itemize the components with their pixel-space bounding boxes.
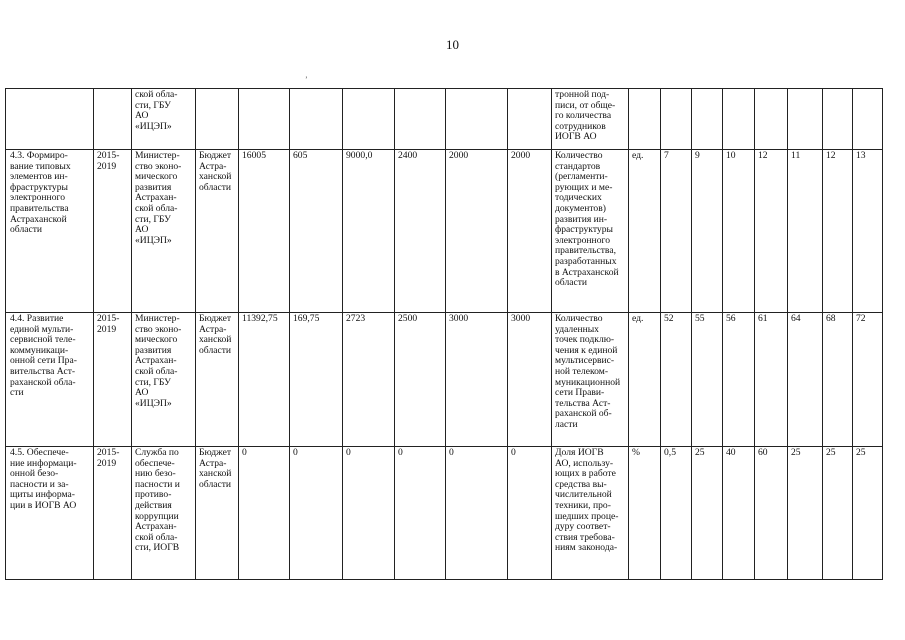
funding-amount-cell: 2500: [395, 313, 446, 447]
indicator-cell: Доля ИОГВ АО, использу- ющих в работе средства вы- числительной техники, про- шедших проце- дуру соответ- ствия требова- ниям законода-: [552, 447, 629, 580]
indicator-value-cell: 25: [853, 447, 883, 580]
funding-amount-cell: 0: [290, 447, 343, 580]
scan-speck: ʼ: [305, 75, 308, 84]
indicator-value-cell: 68: [823, 313, 853, 447]
funding-amount-cell: 0: [508, 447, 552, 580]
indicator-value-cell: 12: [823, 150, 853, 313]
executor-cell: Служба по обеспече- нию безо- пасности и противо- действия коррупции Астрахан- ской обла- сти, ИОГВ: [132, 447, 196, 580]
indicator-cell: тронной под- писи, от обще- го количества сотрудников ИОГВ АО: [552, 89, 629, 150]
indicator-value-cell: [823, 89, 853, 150]
funding-amount-cell: 3000: [446, 313, 508, 447]
unit-cell: ед.: [629, 150, 661, 313]
indicator-value-cell: [853, 89, 883, 150]
funding-amount-cell: [290, 89, 343, 150]
funding-amount-cell: [508, 89, 552, 150]
funding-amount-cell: [446, 89, 508, 150]
funding-source-cell: Бюджет Астра- ханской области: [196, 313, 239, 447]
indicator-value-cell: 10: [723, 150, 755, 313]
funding-amount-cell: 3000: [508, 313, 552, 447]
indicator-value-cell: [788, 89, 823, 150]
funding-amount-cell: 16005: [239, 150, 290, 313]
indicator-value-cell: 72: [853, 313, 883, 447]
indicator-value-cell: [723, 89, 755, 150]
funding-amount-cell: 11392,75: [239, 313, 290, 447]
indicator-value-cell: 7: [661, 150, 692, 313]
program-table: [5, 88, 883, 580]
period-cell: 2015- 2019: [94, 313, 132, 447]
indicator-value-cell: 64: [788, 313, 823, 447]
funding-amount-cell: 2000: [446, 150, 508, 313]
table-row: [6, 447, 883, 580]
period-cell: 2015- 2019: [94, 447, 132, 580]
funding-amount-cell: 605: [290, 150, 343, 313]
funding-source-cell: Бюджет Астра- ханской области: [196, 447, 239, 580]
funding-amount-cell: 2723: [343, 313, 395, 447]
period-cell: [94, 89, 132, 150]
indicator-value-cell: 40: [723, 447, 755, 580]
period-cell: 2015- 2019: [94, 150, 132, 313]
unit-cell: [629, 89, 661, 150]
measure-name-cell: [6, 89, 94, 150]
funding-amount-cell: 9000,0: [343, 150, 395, 313]
funding-amount-cell: 2000: [508, 150, 552, 313]
funding-amount-cell: [343, 89, 395, 150]
funding-amount-cell: 169,75: [290, 313, 343, 447]
indicator-value-cell: 11: [788, 150, 823, 313]
indicator-value-cell: [755, 89, 788, 150]
measure-name-cell: 4.4. Развитие единой мульти- сервисной теле- коммуникаци- онной сети Пра- вительства Аст- раханской обла- сти: [6, 313, 94, 447]
indicator-value-cell: 25: [692, 447, 723, 580]
funding-amount-cell: 0: [343, 447, 395, 580]
measure-name-cell: 4.3. Формиро- вание типовых элементов ин- фраструктуры электронного правительства Астраханской области: [6, 150, 94, 313]
funding-source-cell: Бюджет Астра- ханской области: [196, 150, 239, 313]
executor-cell: Министер- ство эконо- мического развития Астрахан- ской обла- сти, ГБУ АО «ИЦЭП»: [132, 313, 196, 447]
indicator-cell: Количество удаленных точек подклю- чения к единой мультисервис- ной телеком- муникационной сети Прави- тельства Аст- раханской об- ласти: [552, 313, 629, 447]
indicator-value-cell: 0,5: [661, 447, 692, 580]
indicator-value-cell: 61: [755, 313, 788, 447]
indicator-value-cell: 25: [823, 447, 853, 580]
page-number: 10: [446, 37, 459, 52]
indicator-value-cell: 55: [692, 313, 723, 447]
indicator-value-cell: 60: [755, 447, 788, 580]
funding-amount-cell: [239, 89, 290, 150]
executor-cell: Министер- ство эконо- мического развития Астрахан- ской обла- сти, ГБУ АО «ИЦЭП»: [132, 150, 196, 313]
indicator-value-cell: 12: [755, 150, 788, 313]
table-row: [6, 313, 883, 447]
unit-cell: %: [629, 447, 661, 580]
funding-amount-cell: 2400: [395, 150, 446, 313]
indicator-value-cell: 56: [723, 313, 755, 447]
funding-amount-cell: 0: [395, 447, 446, 580]
indicator-cell: Количество стандартов (регламенти- рующих и ме- тодических документов) развития ин- фраструктуры электронного правительства, разработанных в Астраханской области: [552, 150, 629, 313]
table-row: [6, 150, 883, 313]
funding-amount-cell: 0: [239, 447, 290, 580]
funding-amount-cell: 0: [446, 447, 508, 580]
indicator-value-cell: [661, 89, 692, 150]
measure-name-cell: 4.5. Обеспече- ние информаци- онной безо- пасности и за- щиты информа- ции в ИОГВ АО: [6, 447, 94, 580]
indicator-value-cell: [692, 89, 723, 150]
indicator-value-cell: 25: [788, 447, 823, 580]
funding-amount-cell: [395, 89, 446, 150]
funding-source-cell: [196, 89, 239, 150]
executor-cell: ской обла- сти, ГБУ АО «ИЦЭП»: [132, 89, 196, 150]
table-row: [6, 89, 883, 150]
indicator-value-cell: 52: [661, 313, 692, 447]
indicator-value-cell: 9: [692, 150, 723, 313]
unit-cell: ед.: [629, 313, 661, 447]
indicator-value-cell: 13: [853, 150, 883, 313]
